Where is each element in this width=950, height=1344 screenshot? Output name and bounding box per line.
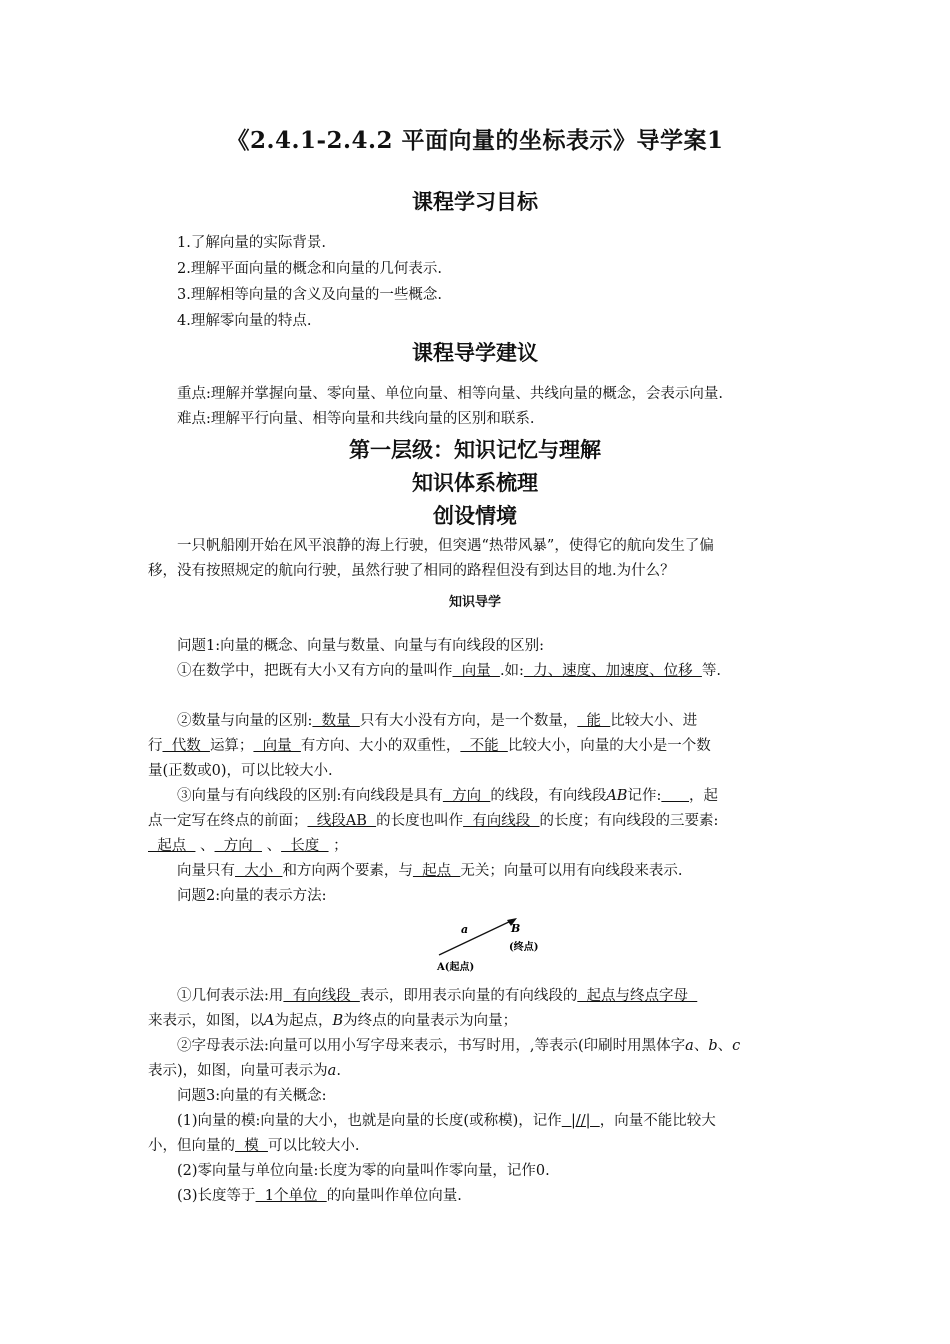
blank-answer: 起点 bbox=[412, 863, 461, 879]
text: 点一定写在终点的前面； bbox=[148, 813, 308, 829]
scene-text: 一只帆船刚开始在风平浪静的海上行驶，但突遇“热带风暴”，使得它的航向发生了偏 bbox=[177, 538, 714, 554]
section-heading-scene: 创设情境 bbox=[433, 504, 517, 528]
figure-label-start: A(起点) bbox=[437, 962, 475, 973]
text: ； bbox=[328, 838, 348, 854]
text: 表示)，如图，向量可表示为 bbox=[148, 1063, 328, 1079]
document-title: 《2.4.1-2.4.2 平面向量的坐标表示》导学案1 bbox=[226, 127, 724, 154]
hard-point: 难点:理解平行向量、相等向量和共线向量的区别和联系. bbox=[177, 411, 535, 427]
question-2-line bbox=[148, 1011, 828, 1031]
question-3-title: 问题3:向量的有关概念: bbox=[177, 1088, 327, 1104]
blank-answer: 1个单位 bbox=[255, 1188, 327, 1204]
blank-answer: 有向线段 bbox=[283, 988, 360, 1004]
question-2-line bbox=[148, 1061, 828, 1081]
goal-item: 2.理解平面向量的概念和向量的几何表示. bbox=[177, 261, 442, 277]
text: 为起点， bbox=[274, 1013, 333, 1029]
text: 的长度也叫作 bbox=[376, 813, 464, 829]
question-1-title: 问题1:向量的概念、向量与数量、向量与有向线段的区别: bbox=[177, 638, 544, 654]
text: 和方向两个要素，与 bbox=[282, 863, 413, 879]
figure-label-a: a bbox=[461, 923, 469, 936]
question-1-line bbox=[177, 661, 857, 681]
text: ，起 bbox=[689, 788, 719, 804]
text: 、 bbox=[261, 838, 282, 854]
vector-arrow-line bbox=[439, 920, 513, 955]
text: 记作: bbox=[627, 788, 662, 804]
text: B bbox=[332, 1013, 344, 1029]
text: 表示，即用表示向量的有向线段的 bbox=[359, 988, 578, 1004]
blank-answer: 有向线段 bbox=[463, 813, 540, 829]
blank-answer: 向量 bbox=[452, 663, 500, 679]
blank-answer: 大小 bbox=[235, 863, 283, 879]
blank-answer: 长度 bbox=[281, 838, 329, 854]
text: 无关；向量可以用有向线段来表示. bbox=[460, 863, 683, 879]
question-2-title: 问题2:向量的表示方法: bbox=[177, 888, 327, 904]
blank-answer: |//| bbox=[561, 1113, 600, 1129]
text: 可以比较大小. bbox=[267, 1138, 360, 1154]
text: ③向量与有向线段的区别:有向线段是具有 bbox=[177, 788, 443, 804]
text: ②数量与向量的区别: bbox=[177, 713, 313, 729]
vector-figure bbox=[425, 908, 555, 978]
question-3-line bbox=[148, 1136, 828, 1156]
text: A bbox=[264, 1013, 275, 1029]
blank-answer bbox=[661, 788, 689, 804]
text: 比较大小，向量的大小是一个数 bbox=[507, 738, 711, 754]
figure-label-end: (终点) bbox=[509, 942, 539, 953]
text: ②字母表示法:向量可以用小写字母来表示，书写时用，,等表示(印刷时用黑体字 bbox=[177, 1038, 686, 1054]
question-3-line: (2)零向量与单位向量:长度为零的向量叫作零向量，记作0. bbox=[177, 1163, 550, 1179]
text: 行 bbox=[148, 738, 163, 754]
text: 等. bbox=[701, 663, 721, 679]
text: 运算； bbox=[209, 738, 254, 754]
text: 、 bbox=[693, 1038, 709, 1054]
text: 的线段，有向线段 bbox=[490, 788, 607, 804]
text: a bbox=[327, 1063, 337, 1079]
text: 只有大小没有方向，是一个数量， bbox=[359, 713, 578, 729]
blank-answer: 模 bbox=[235, 1138, 268, 1154]
blank-answer: 向量 bbox=[253, 738, 301, 754]
text: 的向量叫作单位向量. bbox=[326, 1188, 462, 1204]
question-3-line bbox=[177, 1186, 857, 1206]
section-heading-goals: 课程学习目标 bbox=[412, 190, 538, 214]
section-heading-suggest: 课程导学建议 bbox=[412, 341, 538, 365]
text: 的长度；有向线段的三要素: bbox=[539, 813, 719, 829]
question-1-line bbox=[148, 836, 828, 856]
text: ，向量不能比较大 bbox=[599, 1113, 716, 1129]
text: a bbox=[685, 1038, 694, 1054]
goal-item: 1.了解向量的实际背景. bbox=[177, 235, 326, 251]
text: 有方向、大小的双重性， bbox=[300, 738, 461, 754]
question-2-line bbox=[177, 986, 857, 1006]
text: 为终点的向量表示为向量； bbox=[343, 1013, 518, 1029]
question-2-line bbox=[177, 1036, 857, 1056]
question-1-line bbox=[177, 711, 857, 731]
figure-label-b: B bbox=[511, 922, 521, 935]
text: 小，但向量的 bbox=[148, 1138, 235, 1154]
text: 来表示，如图，以 bbox=[148, 1013, 264, 1029]
blank-answer: 代数 bbox=[162, 738, 210, 754]
text: ①几何表示法:用 bbox=[177, 988, 284, 1004]
goal-item: 4.理解零向量的特点. bbox=[177, 313, 312, 329]
blank-answer: 起点 bbox=[148, 838, 196, 854]
blank-answer: 方向 bbox=[214, 838, 262, 854]
blank-answer: 线段AB bbox=[307, 813, 377, 829]
blank-answer: 不能 bbox=[460, 738, 508, 754]
text: b bbox=[708, 1038, 718, 1054]
question-1-line: 量(正数或0)，可以比较大小. bbox=[148, 763, 333, 779]
text: 、 bbox=[717, 1038, 733, 1054]
text: (3)长度等于 bbox=[177, 1188, 256, 1204]
text: .如: bbox=[499, 663, 524, 679]
question-1-line bbox=[148, 736, 828, 756]
text: c bbox=[732, 1038, 741, 1054]
level-heading: 第一层级：知识记忆与理解 bbox=[349, 438, 601, 462]
scene-text: 移，没有按照规定的航向行驶，虽然行驶了相同的路程但没有到达目的地.为什么？ bbox=[148, 563, 675, 579]
blank-answer: 数量 bbox=[312, 713, 360, 729]
text: ①在数学中，把既有大小又有方向的量叫作 bbox=[177, 663, 453, 679]
key-point: 重点:理解并掌握向量、零向量、单位向量、相等向量、共线向量的概念，会表示向量. bbox=[177, 386, 723, 402]
section-heading-guide: 知识导学 bbox=[448, 595, 501, 610]
goal-item: 3.理解相等向量的含义及向量的一些概念. bbox=[177, 287, 442, 303]
question-1-line bbox=[177, 861, 857, 881]
question-3-line bbox=[177, 1111, 857, 1131]
blank-answer: 起点与终点字母 bbox=[577, 988, 698, 1004]
text: 比较大小、进 bbox=[610, 713, 698, 729]
question-1-line bbox=[177, 786, 857, 806]
blank-answer: 方向 bbox=[442, 788, 491, 804]
question-1-line bbox=[148, 811, 828, 831]
text: (1)向量的模:向量的大小，也就是向量的长度(或称模)，记作 bbox=[177, 1113, 562, 1129]
text: AB bbox=[606, 788, 628, 804]
blank-answer: 能 bbox=[577, 713, 611, 729]
text: . bbox=[336, 1063, 341, 1079]
text: 向量只有 bbox=[177, 863, 235, 879]
blank-answer: 力、速度、加速度、位移 bbox=[523, 663, 702, 679]
text: 、 bbox=[195, 838, 215, 854]
section-heading-system: 知识体系梳理 bbox=[412, 471, 538, 495]
